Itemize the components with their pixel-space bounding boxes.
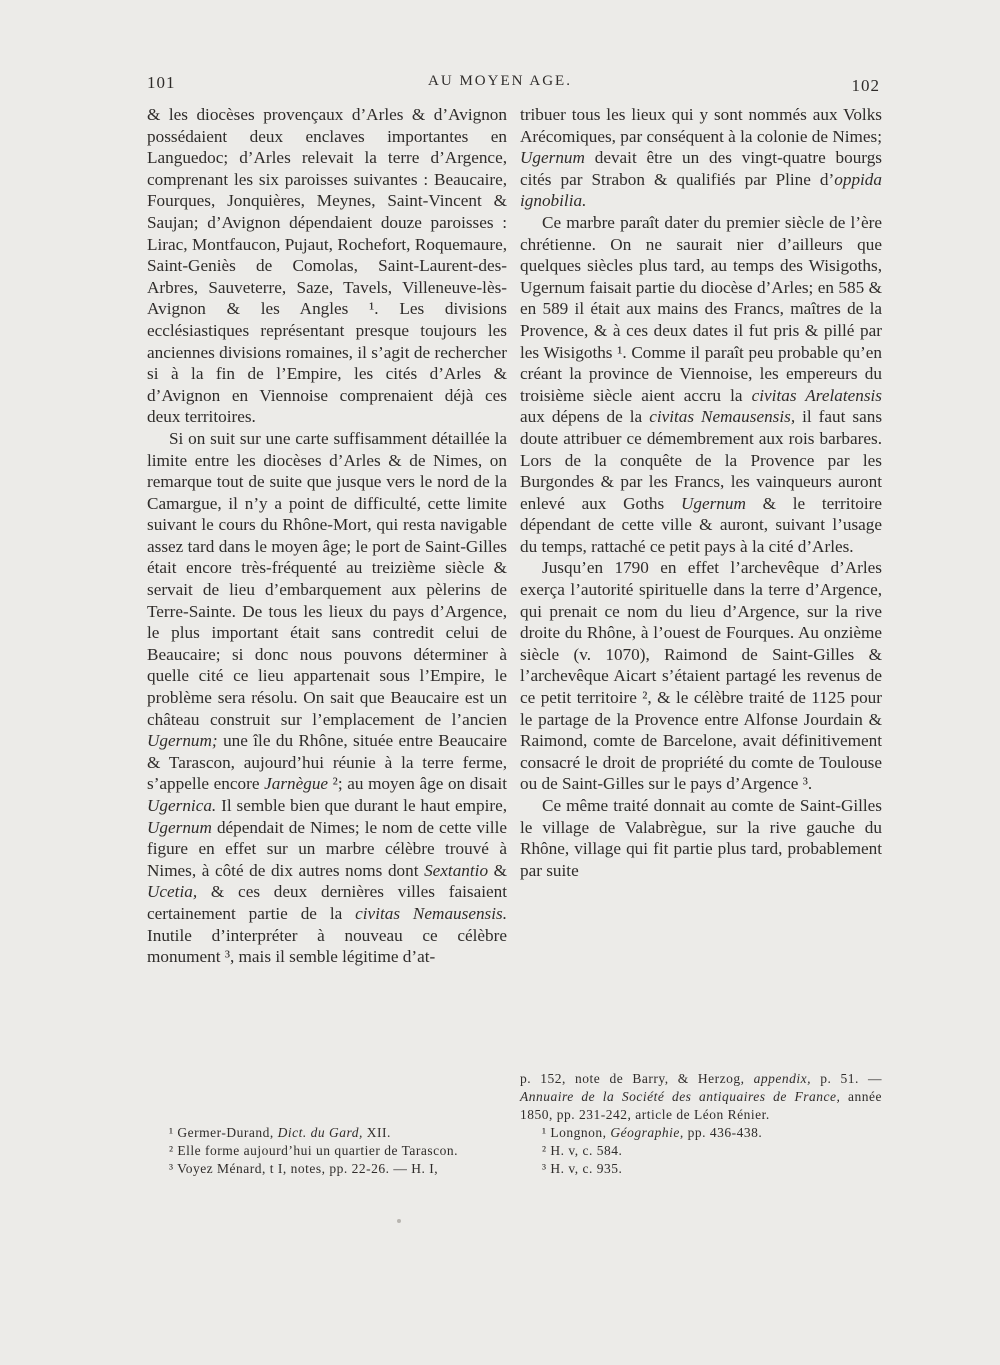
footnotes-left: [147, 1124, 507, 1178]
footnote: ² Elle forme aujourd’hui un quartier de Tarascon.: [169, 1143, 459, 1158]
right-column: [520, 104, 882, 881]
paragraph: Jusqu’en 1790 en effet l’archevêque d’Arles exerça l’autorité spirituelle dans la terre d’Argence, qui prenait ce nom du lieu d’Argence, sur la rive droite du Rhône, à l’ouest de Fourques. Au onzième siècle (v. 1070), Raimond de Saint-Gilles & l’archevêque Aicart s’étaient partagé les revenus de ce petit territoire ², & le célèbre traité de 1125 pour le partage de la Provence entre Alfonse Jourdain & Raimond, comte de Barcelone, avait définitivement consacré le droit de propriété du comte de Toulouse ou de Saint-Gilles sur le pays d’Argence ³.: [520, 558, 882, 794]
paragraph: Si on suit sur une carte suffisamment détaillée la limite entre les diocèses d’Arles & de Nimes, on remarque tout de suite que jusque vers le nord de la Camargue, il n’y a point de difficulté, cette limite suivant le cours du Rhône-Mort, qui resta navigable assez tard dans le moyen âge; le port de Saint-Gilles était encore très-fréquenté au treizième siècle & servait de lieu d’embarquement aux pèlerins de Terre-Sainte. De tous les lieux du pays d’Argence, le plus important était sans contredit celui de Beaucaire; si donc nous pouvons déterminer à quelle cité ce lieu appartenait sous l’Empire, le problème sera résolu. On sait que Beaucaire est un château construit sur l’emplacement de l’ancien Ugernum; une île du Rhône, située entre Beaucaire & Tarascon, aujourd’hui réunie à la terre ferme, s’appelle encore Jarnègue ²; au moyen âge on disait Ugernica. Il semble bien que durant le haut empire, Ugernum dépendait de Nimes; le nom de cette ville figure en effet sur un marbre célèbre trouvé à Nimes, à côté de dix autres noms dont Sextantio & Ucetia, & ces deux dernières villes faisaient certainement partie de la civitas Nemausensis. Inutile d’interpréter à nouveau ce célèbre monument ³, mais il semble légitime d’at-: [147, 428, 507, 967]
paragraph: Ce marbre paraît dater du premier siècle de l’ère chrétienne. On ne saurait nier d’ailleurs que quelques siècles plus tard, au temps des Wisigoths, Ugernum faisait partie du diocèse d’Arles; en 585 & en 589 il était aux mains des Francs, maîtres de la Provence, & à ces deux dates il fut pris & pillé par les Wisigoths ¹. Comme il paraît peu probable qu’en créant la province de Viennoise, les empereurs du troisième siècle aient accru la civitas Arelatensis aux dépens de la civitas Nemausensis, il faut sans doute attribuer ce démembrement aux rois barbares. Lors de la conquête de la Provence par les Burgondes & par les Francs, les vainqueurs auront enlevé aux Goths Ugernum & le territoire dépendant de cette ville & auront, suivant l’usage du temps, rattaché ce petit pays à la cité d’Arles.: [520, 212, 883, 556]
running-title: AU MOYEN AGE.: [428, 73, 572, 89]
right-page-number: 102: [851, 76, 880, 95]
footnote: ¹ Longnon, Géographie, pp. 436-438.: [542, 1125, 763, 1140]
paper-speck: [397, 1219, 401, 1223]
footnote: ² H. v, c. 584.: [542, 1143, 623, 1158]
footnote-continuation: p. 152, note de Barry, & Herzog, appendix, p. 51. — Annuaire de la Société des antiquaires de France, année 1850, pp. 231-242, article de Léon Rénier.: [520, 1071, 883, 1122]
footnote: ¹ Germer-Durand, Dict. du Gard, XII.: [169, 1125, 391, 1140]
paragraph: & les diocèses provençaux d’Arles & d’Avignon possédaient deux enclaves importantes en Languedoc; d’Arles relevait la terre d’Argence, comprenant les six paroisses suivantes : Beaucaire, Fourques, Jonquières, Meynes, Saint-Vincent & Saujan; d’Avignon dépendaient douze paroisses : Lirac, Montfaucon, Pujaut, Rochefort, Roquemaure, Saint-Geniès de Comolas, Saint-Laurent-des-Arbres, Sauveterre, Saze, Tavels, Villeneuve-lès-Avignon & les Angles ¹. Les divisions ecclésiastiques représentant presque toujours les anciennes divisions romaines, il s’agit de rechercher si à la fin de l’Empire, les cités d’Arles & d’Avignon en Viennoise comprenaient déjà ces deux territoires.: [147, 105, 507, 427]
footnotes-right: [520, 1070, 882, 1178]
paragraph: tribuer tous les lieux qui y sont nommés aux Volks Arécomiques, par conséquent à la colonie de Nimes; Ugernum devait être un des vingt-quatre bourgs cités par Strabon & qualifiés par Pline d’oppida ignobilia.: [520, 105, 882, 211]
left-column: [147, 104, 507, 968]
footnote: ³ H. v, c. 935.: [542, 1161, 623, 1176]
left-page-number: 101: [147, 73, 176, 92]
paragraph: Ce même traité donnait au comte de Saint-Gilles le village de Valabrègue, sur la rive gauche du Rhône, village qui fit partie plus tard, probablement par suite: [520, 796, 882, 880]
footnote: ³ Voyez Ménard, t I, notes, pp. 22-26. — H. I,: [169, 1161, 439, 1176]
